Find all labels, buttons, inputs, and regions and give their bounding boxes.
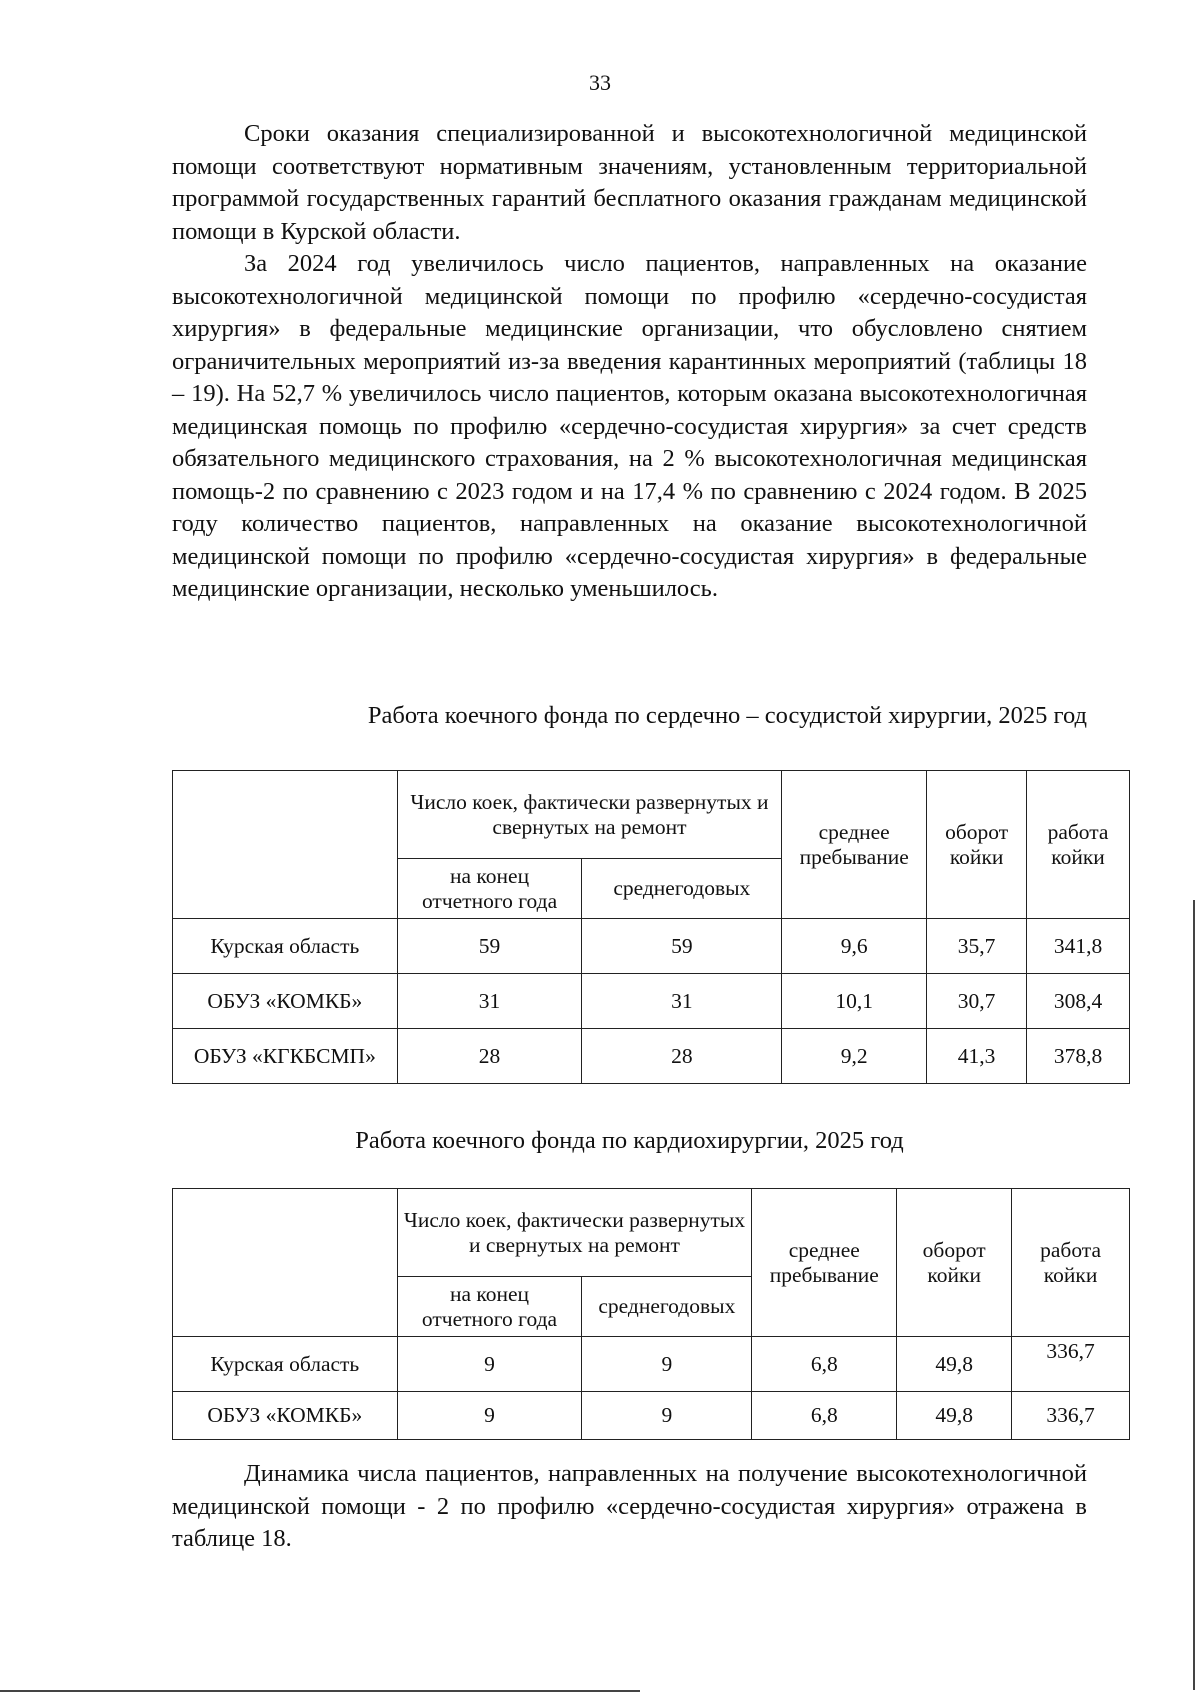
cell-avg-stay: 6,8 xyxy=(752,1392,897,1440)
header-bed-turnover: оборот койки xyxy=(927,771,1027,919)
cell-bed-work: 336,7 xyxy=(1012,1392,1130,1440)
row-label: Курская область xyxy=(173,919,398,974)
paragraph-patients-2024: За 2024 год увеличилось число пациентов, направленных на оказание высокотехнологичной медицинской помощи по профилю «сердечно-сосудистая хирургия» в федеральные медицинские организации, что обусловлено снятием ограничительных мероприятий из-за введения карантинных мероприятий (таблицы 18 – 19). На 52,7 % увеличилось число пациентов, которым оказана высокотехнологичная медицинская помощь по профилю «сердечно-сосудистая хирургия» за счет средств обязательного медицинского страхования, на 2 % высокотехнологичная медицинская помощь-2 по сравнению с 2023 годом и на 17,4 % по сравнению с 2024 годом. В 2025 году количество пациентов, направленных на оказание высокотехнологичной медицинской помощи по профилю «сердечно-сосудистая хирургия» в федеральные медицинские организации, несколько уменьшилось. xyxy=(172,250,1087,602)
cell-beds-average: 28 xyxy=(582,1029,782,1084)
row-label: ОБУЗ «КГКБСМП» xyxy=(173,1029,398,1084)
cell-beds-average: 31 xyxy=(582,974,782,1029)
header-avg-stay: среднее пребывание xyxy=(752,1189,897,1337)
cell-avg-stay: 9,6 xyxy=(782,919,927,974)
table-row xyxy=(173,919,1130,974)
cell-turnover: 30,7 xyxy=(927,974,1027,1029)
cell-beds-end-year: 31 xyxy=(397,974,582,1029)
scan-edge-bottom xyxy=(0,1690,640,1692)
row-label: ОБУЗ «КОМКБ» xyxy=(173,1392,398,1440)
row-label: Курская область xyxy=(173,1337,398,1392)
header-empty-cell xyxy=(173,1189,398,1337)
paragraph-deadlines: Сроки оказания специализированной и высокотехнологичной медицинской помощи соответствуют нормативным значениям, установленным территориальной программой государственных гарантий бесплатного оказания гражданам медицинской помощи в Курской области. xyxy=(172,120,1087,245)
table-caption-cardiovascular: Работа коечного фонда по сердечно – сосудистой хирургии, 2025 год xyxy=(367,702,1087,729)
header-annual-average: среднегодовых xyxy=(582,1277,752,1337)
cell-beds-end-year: 9 xyxy=(397,1337,582,1392)
cell-avg-stay: 9,2 xyxy=(782,1029,927,1084)
cell-avg-stay: 10,1 xyxy=(782,974,927,1029)
cell-beds-average: 9 xyxy=(582,1392,752,1440)
cell-bed-work: 378,8 xyxy=(1027,1029,1130,1084)
cell-bed-work: 308,4 xyxy=(1027,974,1130,1029)
cell-turnover: 49,8 xyxy=(897,1337,1012,1392)
header-avg-stay: среднее пребывание xyxy=(782,771,927,919)
cell-beds-end-year: 9 xyxy=(397,1392,582,1440)
cell-turnover: 41,3 xyxy=(927,1029,1027,1084)
header-end-of-year: на конец отчетного года xyxy=(397,1277,582,1337)
cell-beds-average: 9 xyxy=(582,1337,752,1392)
header-annual-average: среднегодовых xyxy=(582,859,782,919)
cell-avg-stay: 6,8 xyxy=(752,1337,897,1392)
cell-beds-average: 59 xyxy=(582,919,782,974)
paragraph-dynamics: Динамика числа пациентов, направленных на получение высокотехнологичной медицинской помощи - 2 по профилю «сердечно-сосудистая хирургия» отражена в таблице 18. xyxy=(172,1460,1087,1552)
table-row xyxy=(173,974,1130,1029)
cell-turnover: 35,7 xyxy=(927,919,1027,974)
bed-fund-table-cardiac-surgery xyxy=(172,1188,1130,1440)
cell-beds-end-year: 28 xyxy=(397,1029,582,1084)
header-bed-count-group: Число коек, фактически развернутых и свернутых на ремонт xyxy=(397,1189,752,1277)
table-caption-cardiac-surgery: Работа коечного фонда по кардиохирургии, 2025 год xyxy=(355,1127,904,1154)
header-bed-work: работа койки xyxy=(1027,771,1130,919)
page-number: 33 xyxy=(589,70,611,95)
header-bed-count-group: Число коек, фактически развернутых и свернутых на ремонт xyxy=(397,771,782,859)
scan-edge-right xyxy=(1193,900,1195,1690)
header-empty-cell xyxy=(173,771,398,919)
header-end-of-year: на конец отчетного года xyxy=(397,859,582,919)
header-bed-work: работа койки xyxy=(1012,1189,1130,1337)
table-row xyxy=(173,1029,1130,1084)
header-bed-turnover: оборот койки xyxy=(897,1189,1012,1337)
table-row xyxy=(173,1337,1130,1392)
bed-fund-table-cardiovascular xyxy=(172,770,1130,1084)
cell-bed-work: 341,8 xyxy=(1027,919,1130,974)
row-label: ОБУЗ «КОМКБ» xyxy=(173,974,398,1029)
cell-beds-end-year: 59 xyxy=(397,919,582,974)
cell-bed-work: 336,7 xyxy=(1012,1337,1130,1392)
cell-turnover: 49,8 xyxy=(897,1392,1012,1440)
table-row xyxy=(173,1392,1130,1440)
